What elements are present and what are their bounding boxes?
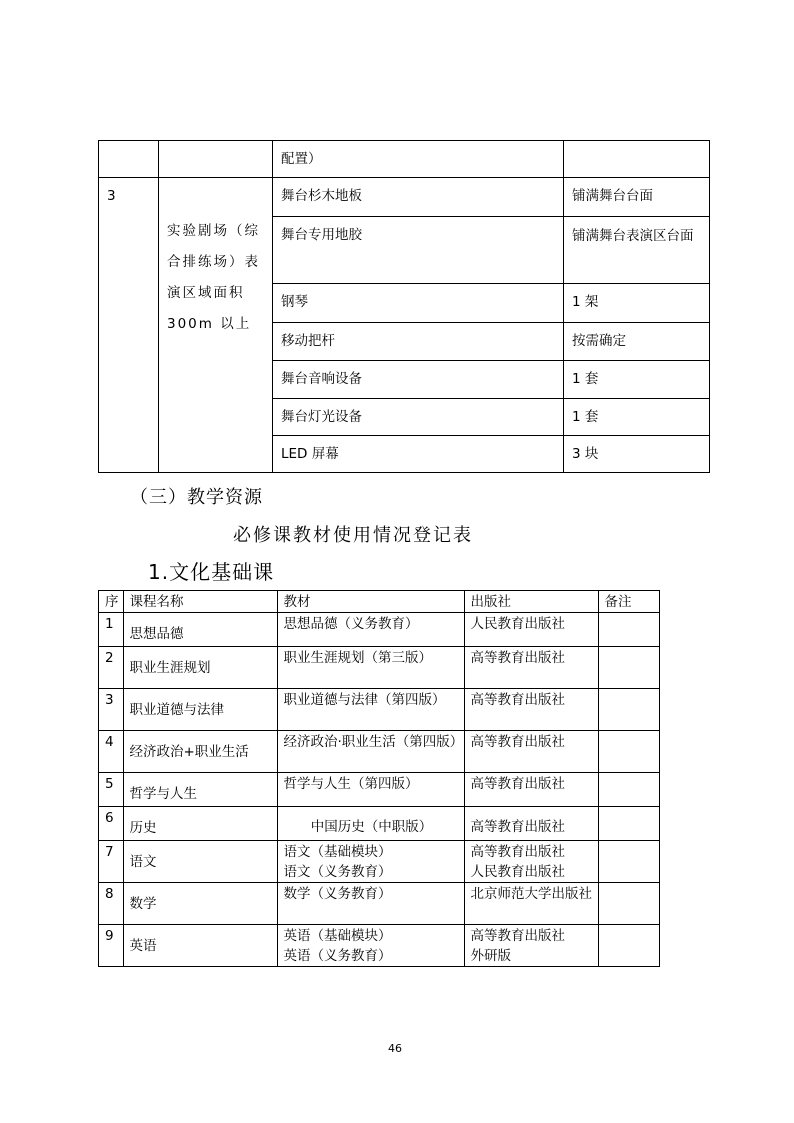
textbook-cell (277, 841, 464, 883)
item-cell: 钢琴 (273, 284, 564, 323)
textbook-name: 数学（义务教育） (283, 886, 392, 902)
no-cell: 3 (99, 178, 159, 473)
no-cell-text: 5 (105, 776, 114, 792)
course-name: 职业道德与法律 (129, 702, 224, 718)
course-name: 哲学与人生 (129, 786, 197, 802)
subsection-heading: 1.文化基础课 (148, 560, 275, 584)
course-cell (123, 841, 277, 883)
header-no: 序 (99, 591, 124, 613)
publisher-cell (464, 883, 598, 925)
no-cell (99, 841, 124, 883)
textbook-cell (277, 925, 464, 967)
course-name: 思想品德 (129, 626, 184, 642)
no-cell (99, 925, 124, 967)
publisher-name: 高等教育出版社 (470, 844, 565, 860)
no-cell (99, 647, 124, 689)
quantity-cell: 铺满舞台表演区台面 (564, 217, 710, 284)
quantity-cell: 1 套 (564, 399, 710, 436)
textbook-name: 哲学与人生（第四版） (283, 776, 419, 792)
table-row (99, 925, 660, 967)
course-name: 数学 (129, 896, 157, 912)
table-row (99, 647, 660, 689)
no-cell (99, 141, 159, 178)
table-row (99, 841, 660, 883)
textbook-name: 中国历史（中职版） (310, 819, 433, 835)
publisher-cell (464, 807, 598, 841)
publisher-cell (464, 613, 598, 647)
textbook-name: 英语（义务教育） (283, 948, 392, 964)
textbook-table (98, 590, 660, 967)
course-name: 英语 (129, 938, 157, 954)
publisher-name: 高等教育出版社 (470, 650, 565, 666)
course-cell (123, 689, 277, 731)
course-name: 经济政治+职业生活 (129, 744, 249, 760)
textbook-name: 英语（基础模块） (283, 928, 392, 944)
item-cell: 舞台杉木地板 (273, 178, 564, 217)
table-row (99, 731, 660, 773)
note-cell (598, 689, 659, 731)
table-row (99, 141, 710, 178)
header-publisher: 出版社 (464, 591, 598, 613)
quantity-cell (564, 141, 710, 178)
section-heading: （三）教学资源 (130, 487, 263, 508)
note-cell (598, 841, 659, 883)
publisher-name: 外研版 (470, 948, 511, 964)
course-name: 职业生涯规划 (129, 660, 211, 676)
course-cell (123, 731, 277, 773)
textbook-name: 语文（基础模块） (283, 844, 392, 860)
publisher-name: 高等教育出版社 (470, 734, 565, 750)
no-cell-text: 9 (105, 928, 114, 944)
header-course: 课程名称 (123, 591, 277, 613)
quantity-cell: 铺满舞台台面 (564, 178, 710, 217)
textbook-cell (277, 731, 464, 773)
no-cell-text: 3 (105, 692, 114, 708)
publisher-name: 高等教育出版社 (470, 819, 565, 835)
quantity-cell: 3 块 (564, 436, 710, 473)
note-cell (598, 647, 659, 689)
course-cell (123, 613, 277, 647)
item-cell: 舞台音响设备 (273, 361, 564, 399)
no-cell (99, 613, 124, 647)
textbook-cell (277, 773, 464, 807)
header-note: 备注 (598, 591, 659, 613)
no-cell (99, 689, 124, 731)
no-cell (99, 807, 124, 841)
publisher-cell (464, 925, 598, 967)
no-cell (99, 731, 124, 773)
note-cell (598, 773, 659, 807)
publisher-cell (464, 773, 598, 807)
item-cell: 配置） (273, 141, 564, 178)
publisher-cell (464, 731, 598, 773)
quantity-cell: 1 架 (564, 284, 710, 323)
textbook-name: 思想品德（义务教育） (283, 616, 419, 632)
publisher-cell (464, 647, 598, 689)
header-textbook: 教材 (277, 591, 464, 613)
item-cell: LED 屏幕 (273, 436, 564, 473)
note-cell (598, 883, 659, 925)
equipment-table (98, 140, 710, 473)
course-name: 历史 (129, 820, 157, 836)
no-cell-text: 6 (105, 810, 114, 826)
publisher-cell (464, 689, 598, 731)
textbook-cell (277, 883, 464, 925)
table-title: 必修课教材使用情况登记表 (233, 525, 473, 546)
publisher-name: 人民教育出版社 (470, 616, 565, 632)
room-cell (159, 141, 273, 178)
course-cell (123, 773, 277, 807)
note-cell (598, 731, 659, 773)
textbook-cell (277, 647, 464, 689)
page-number: 46 (388, 1042, 402, 1055)
quantity-cell: 按需确定 (564, 323, 710, 361)
textbook-cell (277, 689, 464, 731)
table-row (99, 178, 710, 217)
no-cell-text: 4 (105, 734, 114, 750)
item-cell: 舞台专用地胶 (273, 217, 564, 284)
textbook-cell (277, 613, 464, 647)
publisher-name: 高等教育出版社 (470, 928, 565, 944)
table-row (99, 773, 660, 807)
textbook-cell (277, 807, 464, 841)
publisher-name: 高等教育出版社 (470, 692, 565, 708)
table-row (99, 613, 660, 647)
item-cell: 移动把杆 (273, 323, 564, 361)
item-cell: 舞台灯光设备 (273, 399, 564, 436)
publisher-name: 高等教育出版社 (470, 776, 565, 792)
textbook-name: 职业生涯规划（第三版） (283, 650, 432, 666)
quantity-cell: 1 套 (564, 361, 710, 399)
course-cell (123, 647, 277, 689)
publisher-name: 北京师范大学出版社 (470, 886, 592, 902)
note-cell (598, 925, 659, 967)
publisher-cell (464, 841, 598, 883)
publisher-name: 人民教育出版社 (470, 864, 565, 880)
course-cell (123, 925, 277, 967)
no-cell (99, 773, 124, 807)
table-row (99, 883, 660, 925)
course-name: 语文 (129, 854, 157, 870)
no-cell-text: 8 (105, 886, 114, 902)
no-cell-text: 2 (105, 650, 114, 666)
course-cell (123, 807, 277, 841)
table-row (99, 689, 660, 731)
textbook-name: 语文（义务教育） (283, 864, 392, 880)
note-cell (598, 613, 659, 647)
table-row (99, 807, 660, 841)
textbook-name: 职业道德与法律（第四版） (283, 692, 446, 708)
textbook-name: 经济政治·职业生活（第四版） (283, 734, 464, 750)
no-cell (99, 883, 124, 925)
no-cell-text: 7 (105, 844, 114, 860)
table-header-row (99, 591, 660, 613)
course-cell (123, 883, 277, 925)
room-cell: 实验剧场（综合排练场）表演区域面积300m 以上 (159, 178, 273, 473)
no-cell-text: 1 (105, 616, 114, 632)
note-cell (598, 807, 659, 841)
